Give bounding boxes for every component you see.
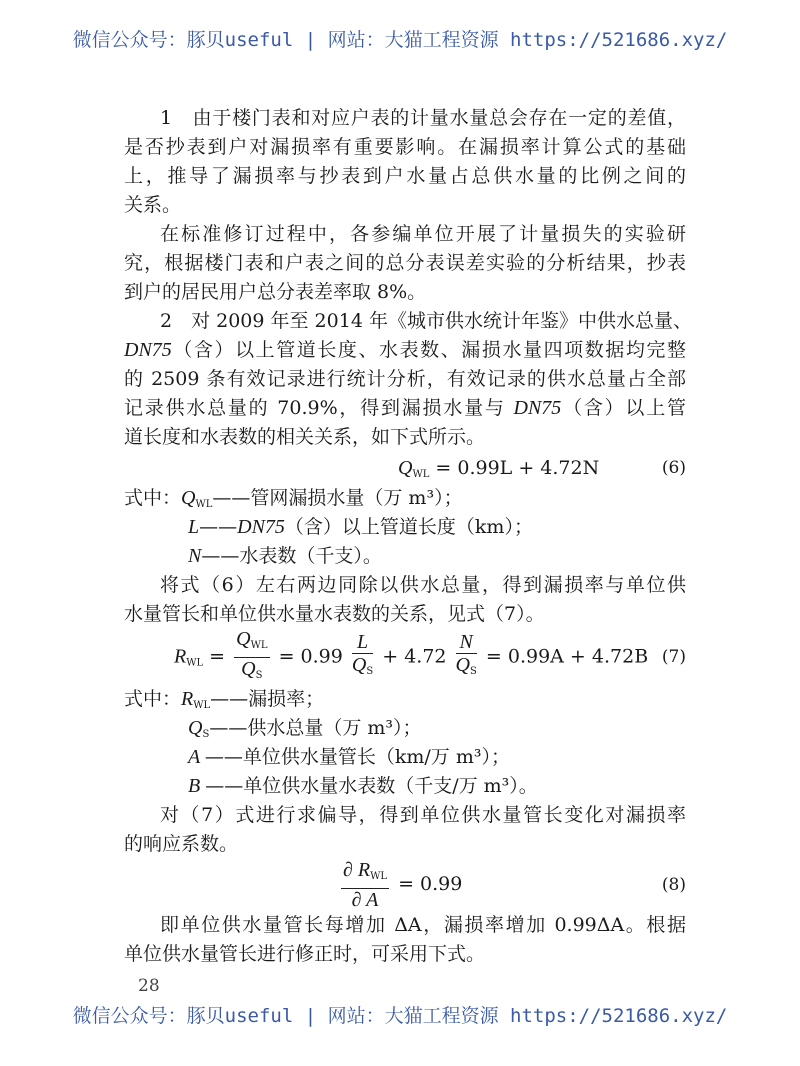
- page-number: 28: [138, 976, 160, 996]
- text-line: 的响应系数。: [124, 833, 239, 855]
- text-line: 上，推导了漏损率与抄表到户水量占总供水量的比例之间的: [124, 165, 686, 187]
- text-line: 道长度和水表数的相关关系，如下式所示。: [124, 426, 486, 448]
- text-group: [124, 685, 686, 859]
- text-line: DN75（含）以上管道长度、水表数、漏损水量四项数据均完整: [124, 339, 686, 361]
- text-line: A ——单位供水量管长（km/万 m³）；: [188, 746, 510, 768]
- text-line: 究，根据楼门表和户表之间的总分表误差实验的分析结果，抄表: [124, 252, 686, 274]
- equation-8-number: (8): [661, 875, 686, 895]
- text-group: [124, 104, 692, 452]
- watermark-top: 微信公众号：豚贝useful | 网站：大猫工程资源 https://521686.xyz/: [72, 29, 728, 51]
- equation-8: $\frac{\partial R_{WL}}{\partial A}$ = 0.99: [343, 859, 463, 911]
- text-line: 1 由于楼门表和对应户表的计量水量总会存在一定的差值，: [160, 107, 686, 129]
- text-line: 单位供水量管长进行修正时，可采用下式。: [124, 943, 486, 965]
- body-text: [124, 104, 692, 969]
- text-line: L——DN75（含）以上管道长度（km）；: [188, 516, 533, 538]
- watermark-bottom: 微信公众号：豚贝useful | 网站：大猫工程资源 https://521686.xyz/: [72, 1005, 728, 1027]
- equation-8-row: [124, 859, 686, 911]
- text-line: 即单位供水量管长每增加 ΔA，漏损率增加 0.99ΔA。根据: [160, 914, 686, 936]
- text-line: N——水表数（千支）。: [188, 545, 382, 567]
- equation-6: $Q_{WL} = 0.99L + 4.72N$: [398, 456, 600, 480]
- text-line: 到户的居民用户总分表差率取 8%。: [124, 281, 427, 303]
- text-line: $Q_S——$供水总量（万 m³）；: [188, 717, 422, 740]
- text-line: 水量管长和单位供水量水表数的关系，见式（7）。: [124, 603, 545, 625]
- text-line: 是否抄表到户对漏损率有重要影响。在漏损率计算公式的基础: [124, 136, 686, 158]
- text-line: B ——单位供水量水表数（千支/万 m³）。: [188, 775, 538, 797]
- equation-6-number: (6): [661, 458, 686, 478]
- text-line: 将式（6）左右两边同除以供水总量，得到漏损率与单位供: [160, 574, 686, 596]
- equation-7: $R_{WL}$ = $\frac{Q_{WL}}{Q_S}$ = 0.99 $\frac{L}{Q_S}$ + 4.72 $\frac{N}{Q_S}$ = 0.99A + 4.72B: [174, 627, 649, 681]
- text-line: 在标准修订过程中，各参编单位开展了计量损失的实验研: [160, 223, 686, 245]
- text-line: 对（7）式进行求偏导，得到单位供水量管长变化对漏损率: [160, 804, 686, 826]
- text-group: [124, 484, 686, 629]
- equation-7-number: (7): [661, 647, 686, 667]
- text-line: 式中：$Q_{WL}——$管网漏损水量（万 m³）；: [124, 487, 463, 510]
- text-line: 2 对 2009 年至 2014 年《城市供水统计年鉴》中供水总量、: [160, 310, 692, 332]
- equation-6-row: [124, 452, 686, 484]
- text-group: [124, 911, 686, 969]
- text-line: 的 2509 条有效记录进行统计分析，有效记录的供水总量占全部: [124, 368, 686, 390]
- equation-7-row: [124, 629, 686, 685]
- text-line: 记录供水总量的 70.9%，得到漏损水量与 DN75（含）以上管: [124, 397, 686, 419]
- text-line: 式中：$R_{WL}——$漏损率；: [124, 688, 325, 711]
- text-line: 关系。: [124, 194, 182, 216]
